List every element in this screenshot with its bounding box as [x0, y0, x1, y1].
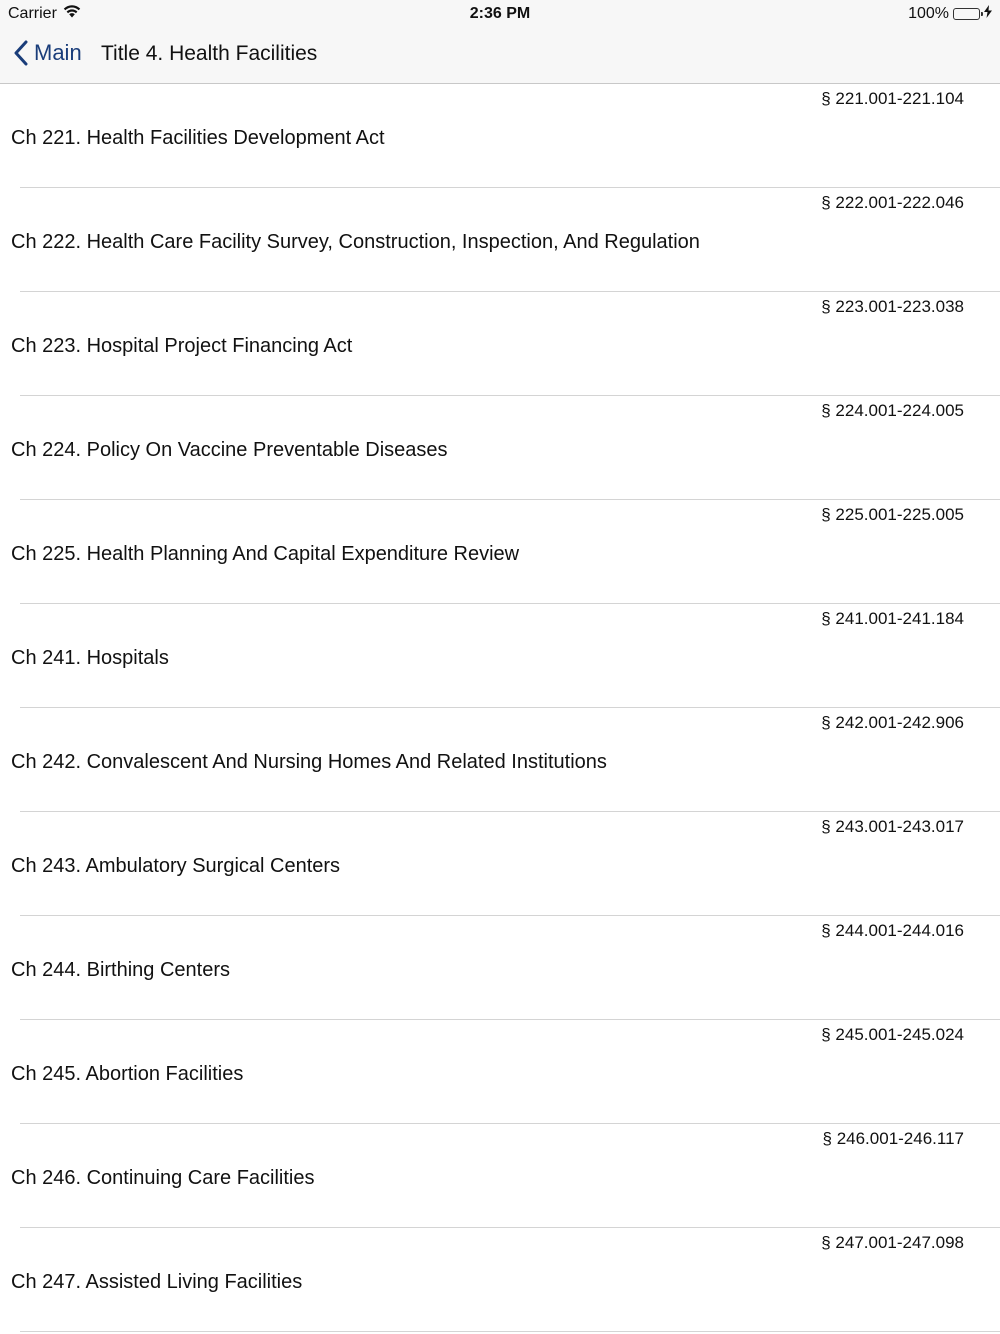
charging-bolt-icon — [984, 5, 992, 23]
section-range: § 222.001-222.046 — [821, 193, 964, 212]
battery-group — [908, 5, 992, 23]
section-range: § 241.001-241.184 — [821, 609, 964, 628]
carrier-label: Carrier — [8, 5, 57, 22]
chapter-title: Ch 244. Birthing Centers — [11, 959, 231, 981]
chapter-row[interactable] — [0, 188, 1000, 292]
clock: 2:36 PM — [469, 5, 531, 22]
row-separator — [20, 1331, 1000, 1332]
chapter-row[interactable] — [0, 708, 1000, 812]
chapter-row[interactable] — [0, 1124, 1000, 1228]
navigation-bar — [0, 28, 1000, 84]
chapter-title: Ch 221. Health Facilities Development Act — [11, 127, 385, 149]
chapter-title: Ch 241. Hospitals — [11, 647, 169, 669]
page-title: Title 4. Health Facilities — [101, 42, 318, 65]
chapter-title: Ch 247. Assisted Living Facilities — [11, 1271, 303, 1293]
chevron-left-icon — [14, 40, 28, 66]
chapter-row[interactable] — [0, 396, 1000, 500]
chapter-title: Ch 243. Ambulatory Surgical Centers — [11, 855, 341, 877]
chapter-title: Ch 246. Continuing Care Facilities — [11, 1167, 315, 1189]
back-button-label: Main — [34, 40, 82, 65]
chapter-row[interactable] — [0, 1020, 1000, 1124]
section-range: § 243.001-243.017 — [821, 817, 964, 836]
section-range: § 246.001-246.117 — [822, 1129, 964, 1148]
section-range: § 244.001-244.016 — [821, 921, 964, 940]
section-range: § 242.001-242.906 — [821, 713, 964, 732]
battery-percent: 100% — [908, 5, 949, 22]
chapter-row[interactable] — [0, 1228, 1000, 1332]
chapter-row[interactable] — [0, 812, 1000, 916]
chapter-row[interactable] — [0, 292, 1000, 396]
section-range: § 223.001-223.038 — [821, 297, 964, 316]
chapter-row[interactable] — [0, 604, 1000, 708]
chapter-title: Ch 225. Health Planning And Capital Expenditure Review — [11, 543, 520, 565]
section-range: § 225.001-225.005 — [821, 505, 964, 524]
status-bar — [0, 0, 1000, 28]
chapter-title: Ch 223. Hospital Project Financing Act — [11, 335, 353, 357]
section-range: § 247.001-247.098 — [821, 1233, 964, 1252]
back-button[interactable] — [14, 40, 82, 66]
chapter-row[interactable] — [0, 84, 1000, 188]
chapter-list — [0, 84, 1000, 1332]
chapter-title: Ch 224. Policy On Vaccine Preventable Diseases — [11, 439, 448, 461]
section-range: § 224.001-224.005 — [821, 401, 964, 420]
chapter-row[interactable] — [0, 916, 1000, 1020]
chapter-title: Ch 222. Health Care Facility Survey, Construction, Inspection, And Regulation — [11, 231, 700, 253]
section-range: § 245.001-245.024 — [821, 1025, 964, 1044]
chapter-title: Ch 245. Abortion Facilities — [11, 1063, 244, 1085]
chapter-title: Ch 242. Convalescent And Nursing Homes And Related Institutions — [11, 751, 607, 773]
chapter-row[interactable] — [0, 500, 1000, 604]
section-range: § 221.001-221.104 — [821, 89, 964, 108]
battery-icon — [953, 8, 980, 20]
